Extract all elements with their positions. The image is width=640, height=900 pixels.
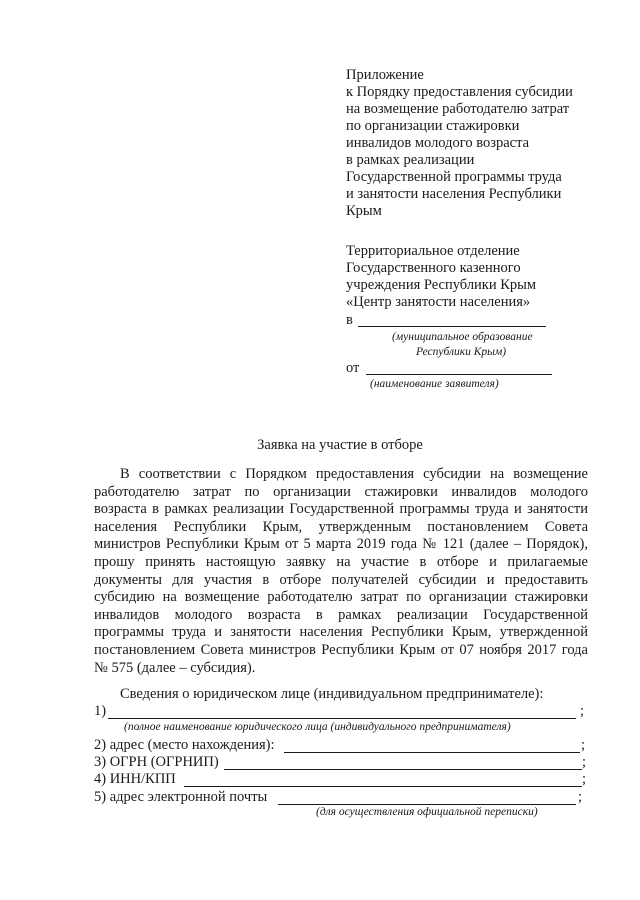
appendix-line: к Порядку предоставления субсидии	[346, 84, 573, 100]
field-2-end: ;	[581, 737, 586, 753]
paragraph-line: возраста в рамках реализации Государственной программы труда и занятости	[94, 501, 588, 518]
info-heading: Сведения о юридическом лице (индивидуальном предпринимателе):	[120, 686, 544, 702]
field-5-input[interactable]	[278, 804, 576, 805]
field-5-end: ;	[578, 789, 583, 805]
addressee-line: учреждения Республики Крым	[346, 277, 537, 293]
appendix-line: Государственной программы труда	[346, 169, 562, 185]
field-5-hint: (для осуществления официальной переписки)	[316, 806, 538, 818]
appendix-line: инвалидов молодого возраста	[346, 135, 530, 151]
addressee-line: Территориальное отделение	[346, 243, 520, 259]
addressee-from-prefix: от	[346, 360, 360, 376]
paragraph-line: работодателю затрат по организации стажировки инвалидов молодого	[94, 483, 588, 500]
field-4-input[interactable]	[184, 786, 582, 787]
paragraph-line: инвалидов молодого возраста в рамках реализации Государственной	[94, 606, 588, 623]
paragraph-line: субсидию на возмещение работодателю затрат по организации стажировки	[94, 589, 588, 606]
addressee-from-field[interactable]	[366, 374, 552, 375]
appendix-line: и занятости населения Республики	[346, 186, 562, 202]
paragraph-line: В соответствии с Порядком предоставления субсидии на возмещение	[120, 466, 588, 482]
addressee-in-prefix: в	[346, 312, 353, 328]
main-paragraph	[94, 466, 588, 677]
field-4-label: 4) ИНН/КПП	[94, 771, 176, 787]
appendix-line: в рамках реализации	[346, 152, 475, 168]
addressee-block	[346, 243, 536, 311]
paragraph-line: № 575 (далее – субсидия).	[94, 659, 256, 676]
field-2-label: 2) адрес (место нахождения):	[94, 737, 275, 753]
field-3-end: ;	[582, 754, 587, 770]
paragraph-line: министров Республики Крым от 5 марта 2019 года № 121 (далее – Порядок),	[94, 536, 588, 553]
field-3-label: 3) ОГРН (ОГРНИП)	[94, 754, 219, 770]
appendix-line: Крым	[346, 203, 382, 219]
addressee-in-hint: Республики Крым)	[416, 346, 507, 358]
paragraph-line: населения Республики Крым, утвержденным постановлением Совета	[94, 518, 588, 535]
appendix-block	[346, 67, 573, 220]
addressee-line: Государственного казенного	[346, 260, 521, 276]
appendix-line: Приложение	[346, 67, 424, 83]
document-title: Заявка на участие в отборе	[257, 437, 423, 453]
field-1-hint: (полное наименование юридического лица (индивидуального предпринимателя)	[124, 721, 511, 733]
field-1-end: ;	[580, 703, 585, 719]
field-2-input[interactable]	[284, 752, 580, 753]
addressee-in-field[interactable]	[358, 326, 546, 327]
addressee-line: «Центр занятости населения»	[346, 294, 531, 310]
field-1-input[interactable]	[108, 718, 576, 719]
addressee-in-hint: (муниципальное образование	[392, 331, 533, 343]
field-4-end: ;	[582, 771, 587, 787]
paragraph-line: программы труда и занятости населения Республики Крым, утвержденной	[94, 624, 588, 641]
paragraph-line: документы для участия в отборе получателей субсидии и предоставить	[94, 571, 588, 588]
field-1-label: 1)	[94, 703, 107, 719]
addressee-from-hint: (наименование заявителя)	[370, 378, 499, 390]
appendix-line: на возмещение работодателю затрат	[346, 101, 570, 117]
paragraph-line: постановлением Совета министров Республики Крым от 07 ноября 2017 года	[94, 641, 588, 658]
appendix-line: по организации стажировки	[346, 118, 520, 134]
field-3-input[interactable]	[224, 769, 582, 770]
paragraph-line: прошу принять настоящую заявку на участие в отборе и прилагаемые	[94, 553, 588, 570]
field-5-label: 5) адрес электронной почты	[94, 789, 268, 805]
